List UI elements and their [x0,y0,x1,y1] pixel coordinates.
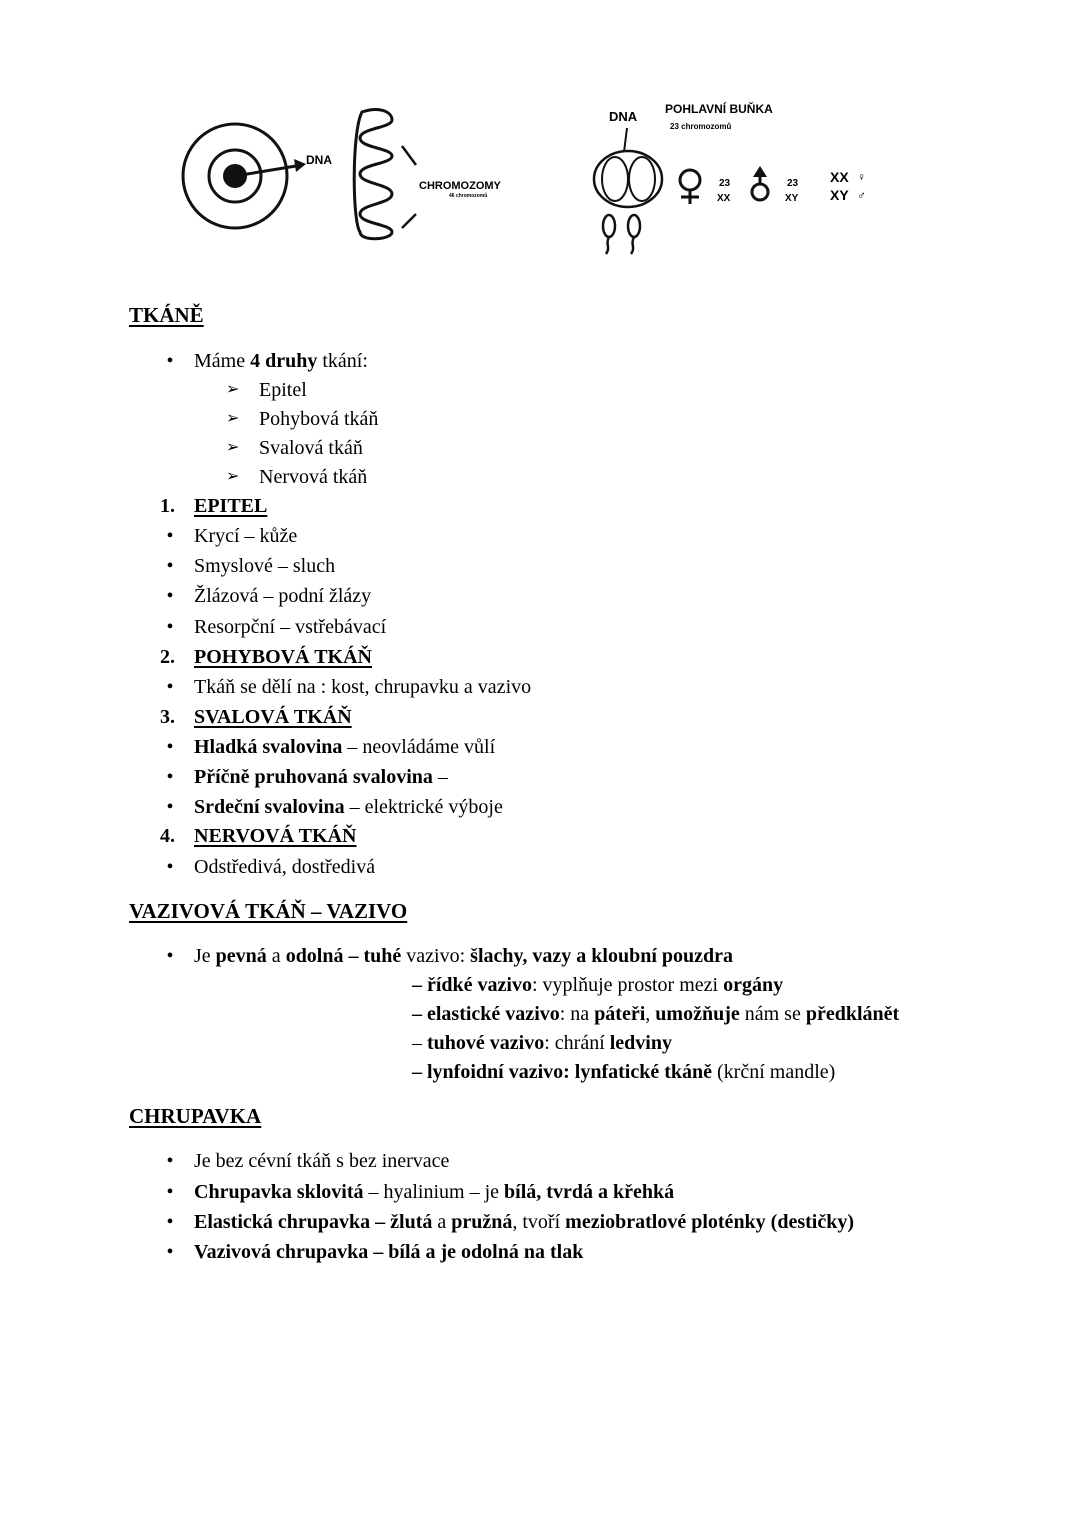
bullet: • [166,555,174,577]
sex-cell-count: 23 chromozomů [670,122,732,131]
pohybova-heading: POHYBOVÁ TKÁŇ [194,646,372,668]
bullet: • [166,525,174,547]
female-count: 23 [719,178,731,189]
xy-label: XY [830,187,849,203]
pohybova-item: Tkáň se dělí na : kost, chrupavku a vazivo [194,676,532,698]
arrow-bullet-icon: ➢ [226,439,240,456]
tkane-heading: TKÁNĚ [129,303,204,327]
sex-cell-icon [594,128,662,207]
sperm-icon [603,215,640,254]
vazivo-line: Je pevná a odolná – tuhé vazivo: šlachy, vazy a kloubní pouzdra [194,945,733,967]
chromosomes-label: CHROMOZOMY [419,180,501,192]
vazivo-line: – elastické vazivo: na páteři, umožňuje nám se předklánět [412,1003,900,1025]
chromosome-pointer-line-bottom [402,214,416,228]
male-xy: XY [785,193,799,204]
female-xx: XX [717,193,731,204]
sex-cell-dna-label: DNA [609,109,638,124]
xx-label: XX [830,169,849,185]
cell-chromosome-diagram [0,0,1080,290]
svalova-item: Srdeční svalovina – elektrické výboje [194,796,503,818]
bullet: • [166,585,174,607]
male-symbol-small: ♂ [857,188,866,202]
nervova-heading: NERVOVÁ TKÁŇ [194,825,357,847]
female-symbol-icon [680,170,700,204]
chrupavka-item: Elastická chrupavka – žlutá a pružná, tvoří meziobratlové ploténky (destičky) [194,1211,855,1233]
tissue-type-item: Nervová tkáň [259,466,368,488]
tissue-type-item: Pohybová tkáň [259,408,379,430]
tkane-intro: Máme 4 druhy tkání: [194,350,368,372]
bullet: • [166,350,174,372]
chromosomes-count: 46 chromozomů [449,193,488,199]
section-number: 2. [160,646,175,668]
male-symbol-icon [752,166,768,200]
section-number: 3. [160,706,175,728]
dna-arrow-icon [235,159,306,176]
bullet: • [166,945,174,967]
epitel-item: Resorpční – vstřebávací [194,616,387,638]
bullet: • [166,856,174,878]
chromosome-strand-icon [354,110,392,239]
chromosome-pointer-line-top [402,146,416,165]
sex-cell-title: POHLAVNÍ BUŇKA [665,102,773,116]
vazivo-line: – lynfoidní vazivo: lynfatické tkáně (krční mandle) [412,1061,836,1083]
chrupavka-heading: CHRUPAVKA [129,1104,262,1128]
epitel-item: Smyslové – sluch [194,555,336,577]
chrupavka-item: Je bez cévní tkáň s bez inervace [194,1150,450,1172]
cell-dna-label: DNA [306,153,332,167]
section-number: 4. [160,825,175,847]
bullet: • [166,676,174,698]
vazivo-heading: VAZIVOVÁ TKÁŇ – VAZIVO [129,899,408,923]
bullet: • [166,1211,174,1233]
chrupavka-item: Chrupavka sklovitá – hyalinium – je bílá, tvrdá a křehká [194,1181,675,1203]
svalova-item: Příčně pruhovaná svalovina – [194,766,448,788]
epitel-item: Krycí – kůže [194,525,298,547]
tissue-type-item: Svalová tkáň [259,437,363,459]
female-symbol-small: ♀ [857,170,866,184]
tissue-type-item: Epitel [259,379,307,401]
arrow-bullet-icon: ➢ [226,381,240,398]
epitel-item: Žlázová – podní žlázy [194,585,372,607]
vazivo-line: – tuhové vazivo: chrání ledviny [412,1032,672,1054]
bullet: • [166,766,174,788]
bullet: • [166,1241,174,1263]
bullet: • [166,1181,174,1203]
bullet: • [166,736,174,758]
bullet: • [166,616,174,638]
male-count: 23 [787,178,799,189]
arrow-bullet-icon: ➢ [226,468,240,485]
arrow-bullet-icon: ➢ [226,410,240,427]
epitel-heading: EPITEL [194,495,268,517]
bullet: • [166,796,174,818]
section-number: 1. [160,495,175,517]
vazivo-line: – řídké vazivo: vyplňuje prostor mezi orgány [412,974,784,996]
bullet: • [166,1150,174,1172]
svalova-heading: SVALOVÁ TKÁŇ [194,706,352,728]
chrupavka-item: Vazivová chrupavka – bílá a je odolná na tlak [194,1241,584,1263]
nervova-item: Odstředivá, dostředivá [194,856,376,878]
svalova-item: Hladká svalovina – neovládáme vůlí [194,736,496,758]
